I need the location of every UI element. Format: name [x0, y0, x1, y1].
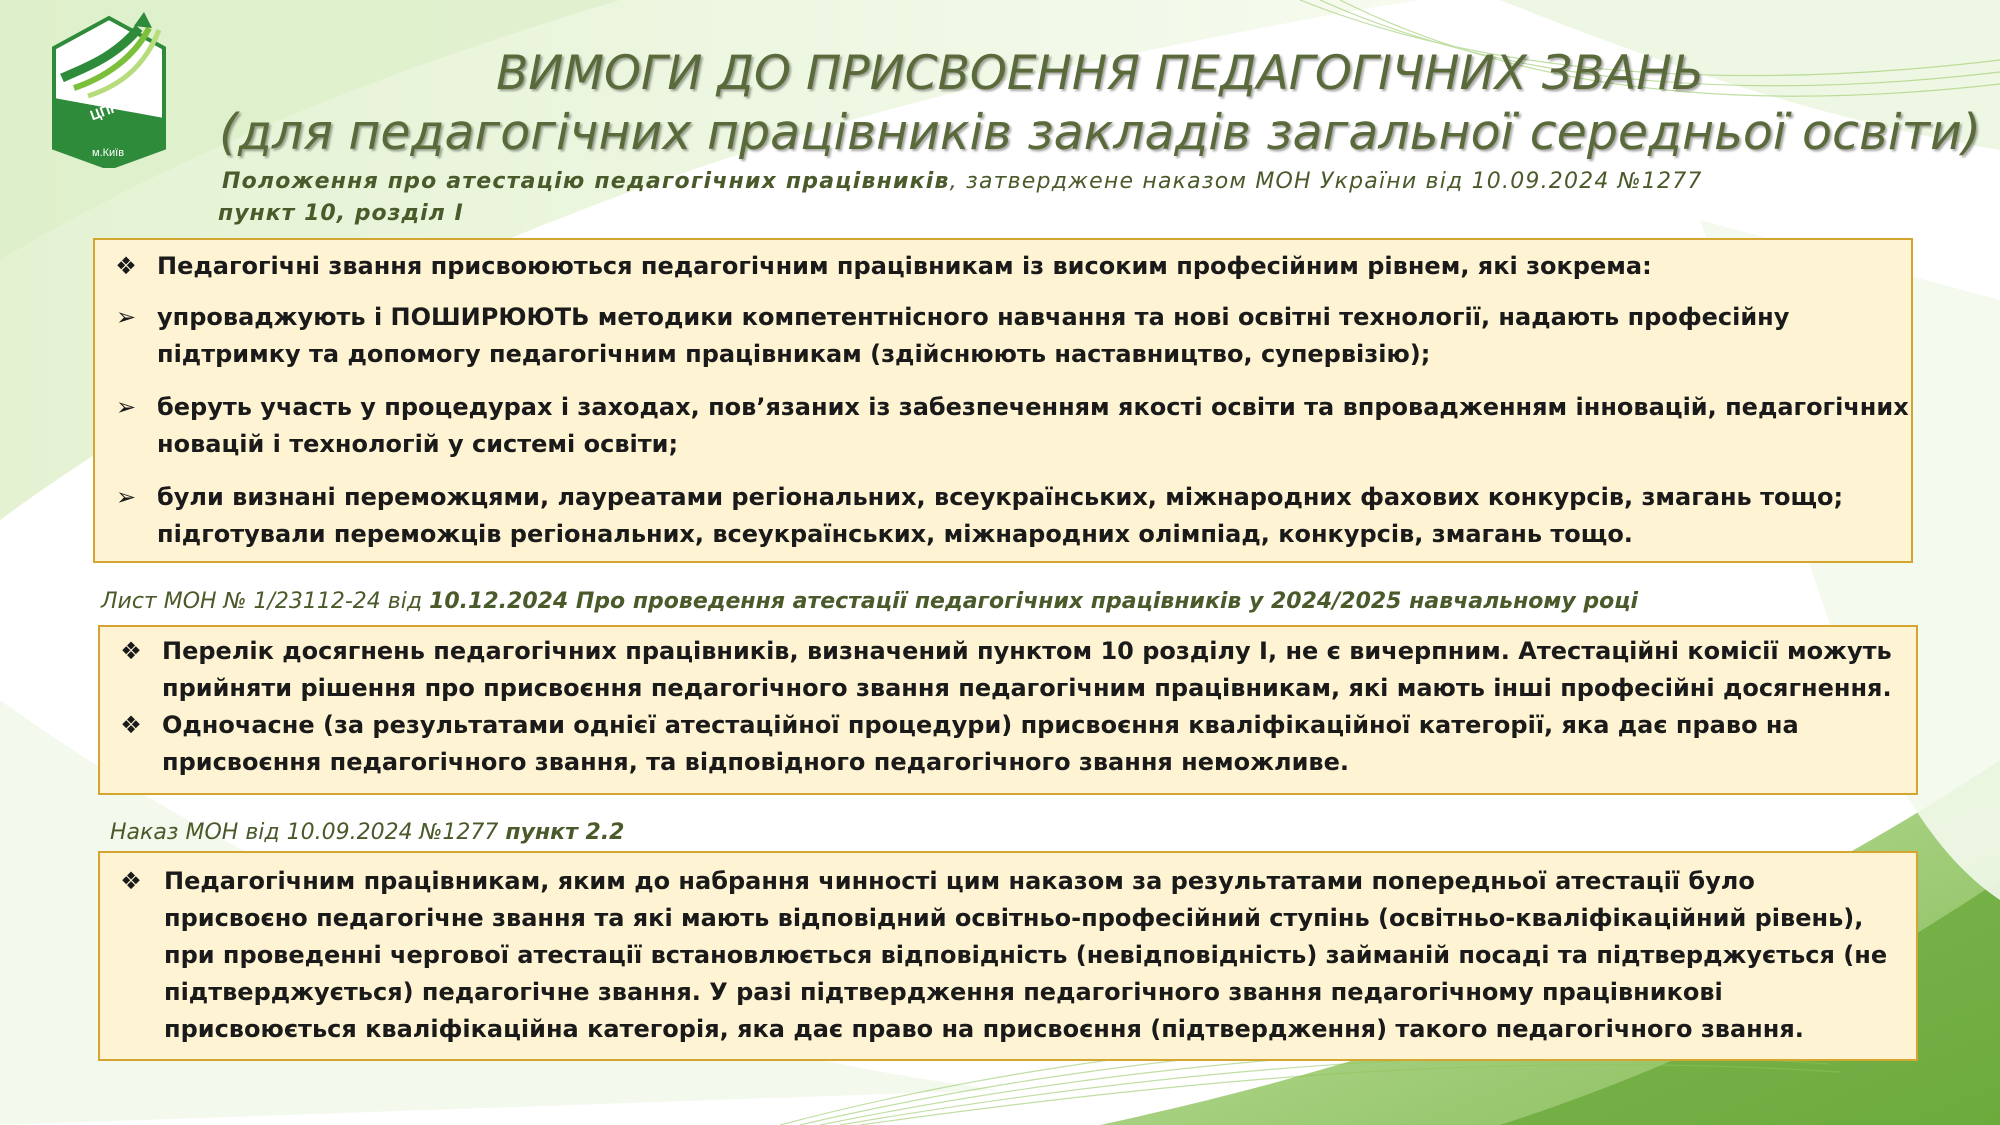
reference-1-bold: Положення про атестацію педагогічних працівників: [222, 169, 950, 194]
diamond-bullet-icon: ❖: [120, 867, 142, 895]
list-item-text: Одночасне (за результатами однієї атестаційної процедури) присвоєння кваліфікаційної категорії, яка дає право на присвоєння педагогічного звання, та відповідного педагогічного звання неможливе.: [162, 711, 1799, 776]
reference-1-line2-text: пункт 10, розділ І: [218, 201, 464, 226]
mon-letter-box: [98, 625, 1918, 795]
arrow-bullet-icon: ➢: [115, 483, 137, 511]
reference-3-part1: Наказ МОН від 10.09.2024 №1277: [110, 820, 506, 845]
logo-text-bottom: м.Київ: [92, 147, 125, 159]
reference-3: [110, 820, 624, 845]
reference-1-rest: , затверджене наказом МОН України від 10.09.2024 №1277: [949, 169, 1703, 194]
reference-3-part2: пункт 2.2: [505, 820, 625, 845]
list-item-text: Педагогічним працівникам, яким до набрання чинності цим наказом за результатами попередньої атестації було присвоєно педагогічне звання та які мають відповідний освітньо-професійний ступінь (освітньо-кваліфікаційний рівень), при проведенні чергової атестації встановлюється відповідність (невідповідність) займаній посаді та підтверджується (не підтверджується) педагогічне звання. У разі підтвердження педагогічного звання педагогічному працівникові присвоюється кваліфікаційна категорія, яка дає право на присвоєння (підтвердження) такого педагогічного звання.: [164, 867, 1888, 1043]
reference-2: [101, 589, 1638, 614]
logo-text-top: ЦПРПП: [87, 91, 141, 124]
reference-2-part1: Лист МОН № 1/23112-24 від: [101, 589, 430, 614]
list-item: [100, 863, 1916, 1048]
arrow-bullet-icon: ➢: [115, 393, 137, 421]
list-item: [95, 299, 1911, 373]
list-item-text: Педагогічні звання присвоюються педагогічним працівникам із високим професійним рівнем, які зокрема:: [157, 252, 1652, 280]
requirements-box: [93, 238, 1913, 563]
list-item-text: Перелік досягнень педагогічних працівників, визначений пунктом 10 розділу І, не є вичерпним. Атестаційні комісії можуть прийняти рішення про присвоєння педагогічного звання педагогічним працівникам, які мають інші професійні досягнення.: [162, 637, 1892, 702]
arrow-bullet-icon: ➢: [115, 303, 137, 331]
diamond-bullet-icon: ❖: [120, 711, 142, 739]
diamond-bullet-icon: ❖: [115, 252, 137, 280]
list-item: [95, 248, 1911, 285]
list-item: [100, 633, 1916, 707]
reference-1-line2: [218, 201, 464, 226]
reference-1: [222, 169, 1703, 194]
list-item: [95, 479, 1911, 553]
list-item-text: беруть участь у процедурах і заходах, пов’язаних із забезпеченням якості освіти та впровадженням інновацій, педагогічних новацій і технологій у системі освіти;: [157, 393, 1909, 458]
page-title: ВИМОГИ ДО ПРИСВОЕННЯ ПЕДАГОГІЧНИХ ЗВАНЬ: [496, 46, 1704, 101]
page-subtitle: (для педагогічних працівників закладів загальної середньої освіти): [219, 104, 1981, 161]
diamond-bullet-icon: ❖: [120, 637, 142, 665]
reference-2-part2: 10.12.2024 Про проведення атестації педагогічних працівників у 2024/2025 навчальному році: [429, 589, 1639, 614]
list-item-text: були визнані переможцями, лауреатами регіональних, всеукраїнських, міжнародних фахових конкурсів, змагань тощо; підготували переможців регіональних, всеукраїнських, міжнародних олімпіад, конкурсів, змагань тощо.: [157, 483, 1844, 548]
list-item-text: упроваджують і ПОШИРЮЮТЬ методики компетентнісного навчання та нові освітні технології, надають професійну підтримку та допомогу педагогічним працівникам (здійснюють наставництво, супервізію);: [157, 303, 1790, 368]
list-item: [95, 389, 1911, 463]
mon-order-box: [98, 851, 1918, 1061]
list-item: [100, 707, 1916, 781]
